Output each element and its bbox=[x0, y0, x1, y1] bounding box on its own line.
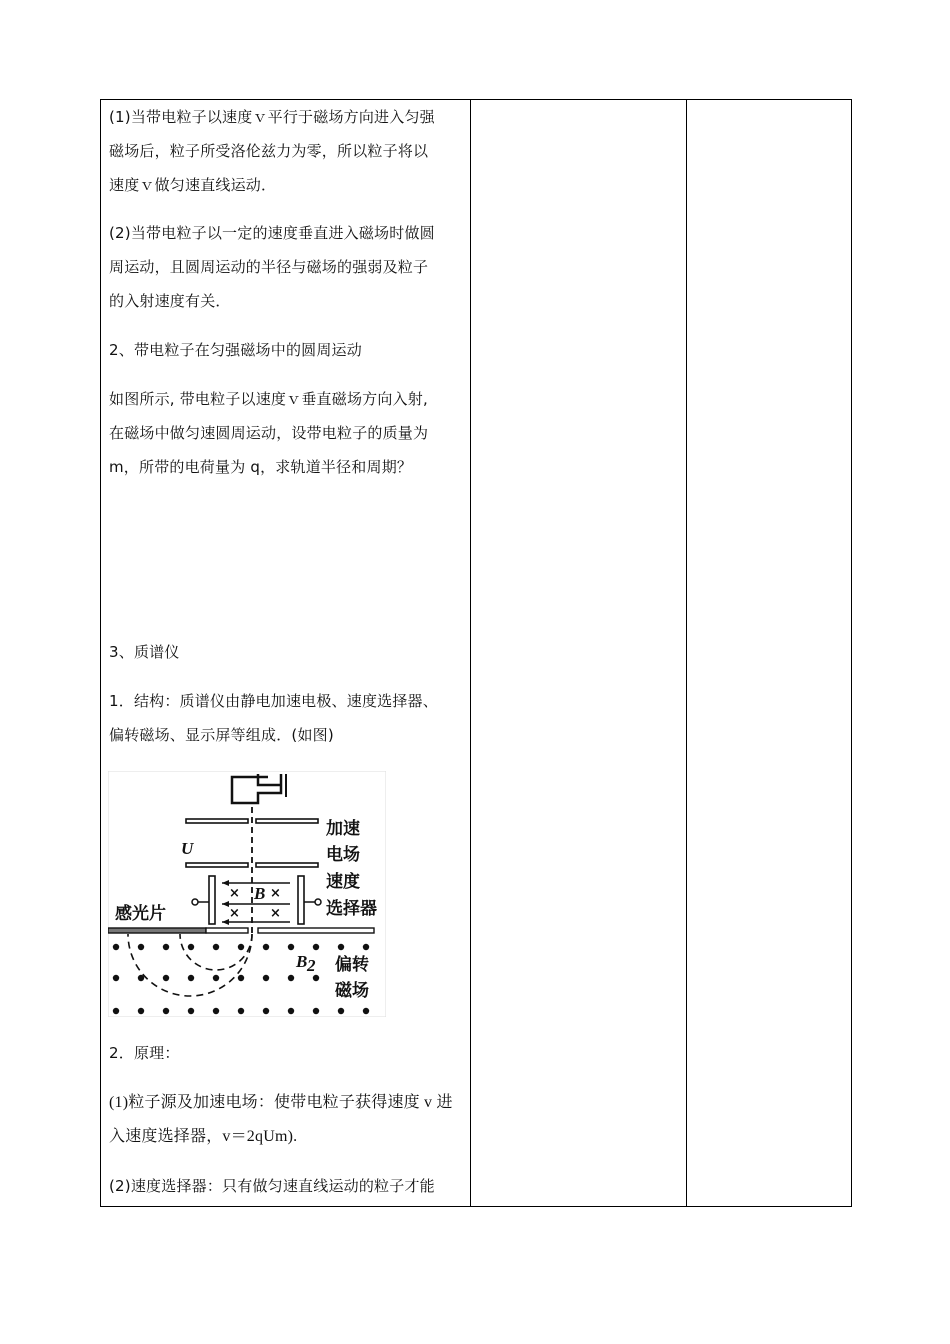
field-b2-subscript: 2 bbox=[307, 956, 316, 975]
text-line: (2)速度选择器：只有做匀速直线运动的粒子才能 bbox=[109, 1177, 435, 1195]
section-heading-mass-spectrometer bbox=[109, 635, 465, 669]
text-line: 的入射速度有关． bbox=[109, 292, 231, 310]
text-line: (2)当带电粒子以一定的速度垂直进入磁场时做圆 bbox=[109, 224, 435, 242]
section-heading-circular-motion bbox=[109, 333, 465, 367]
text-line: m，所带的电荷量为 q，求轨道半径和周期？ bbox=[109, 458, 413, 476]
deflect-label-1: 偏转 bbox=[335, 955, 369, 975]
mass-spectrometer-diagram bbox=[108, 771, 386, 1017]
field-b2-label: B bbox=[296, 952, 308, 971]
text-line: 入速度选择器，v＝2qUm). bbox=[109, 1128, 298, 1145]
text-line: 速度ｖ做匀速直线运动． bbox=[109, 176, 277, 194]
text-line: 2、带电粒子在匀强磁场中的圆周运动 bbox=[109, 341, 362, 359]
lesson-table bbox=[100, 99, 852, 1207]
text-line: 3、质谱仪 bbox=[109, 643, 180, 661]
paragraph-principle bbox=[109, 1036, 465, 1070]
content-column bbox=[101, 100, 471, 1206]
text-line: 偏转磁场、显示屏等组成．(如图) bbox=[109, 726, 334, 744]
text-line: 周运动，且圆周运动的半径与磁场的强弱及粒子 bbox=[109, 258, 429, 276]
film-label: 感光片 bbox=[115, 904, 166, 924]
svg-text:×: × bbox=[270, 906, 281, 921]
text-line: (1)当带电粒子以速度ｖ平行于磁场方向进入匀强 bbox=[109, 108, 435, 126]
paragraph-structure bbox=[109, 684, 465, 752]
field-b-label: B bbox=[254, 884, 266, 903]
svg-text:×: × bbox=[229, 906, 240, 921]
paragraph-perpendicular-entry bbox=[109, 216, 465, 318]
empty-column-3 bbox=[687, 100, 853, 1206]
text-line: 在磁场中做匀速圆周运动，设带电粒子的质量为 bbox=[109, 424, 429, 442]
paragraph-accel-field bbox=[109, 1086, 465, 1154]
voltage-label: U bbox=[181, 839, 194, 858]
text-line: 如图所示, 带电粒子以速度ｖ垂直磁场方向入射, bbox=[109, 390, 428, 408]
paragraph-question bbox=[109, 382, 465, 484]
text-line: 磁场后，粒子所受洛伦兹力为零，所以粒子将以 bbox=[109, 142, 429, 160]
selector-label-1: 速度 bbox=[326, 872, 360, 892]
svg-text:×: × bbox=[229, 886, 240, 901]
accel-label-2: 电场 bbox=[326, 845, 360, 865]
accel-label-1: 加速 bbox=[326, 819, 360, 839]
paragraph-parallel-entry bbox=[109, 100, 465, 202]
paragraph-velocity-selector bbox=[109, 1169, 465, 1203]
selector-label-2: 选择器 bbox=[326, 899, 377, 919]
text-line: (1)粒子源及加速电场：使带电粒子获得速度 v 进 bbox=[109, 1094, 453, 1111]
text-line: 2．原理： bbox=[109, 1044, 180, 1062]
empty-column-2 bbox=[471, 100, 687, 1206]
mass-spectrometer-figure bbox=[108, 771, 386, 1017]
svg-text:×: × bbox=[270, 886, 281, 901]
deflect-label-2: 磁场 bbox=[335, 981, 369, 1001]
text-line: 1．结构：质谱仪由静电加速电极、速度选择器、 bbox=[109, 692, 438, 710]
